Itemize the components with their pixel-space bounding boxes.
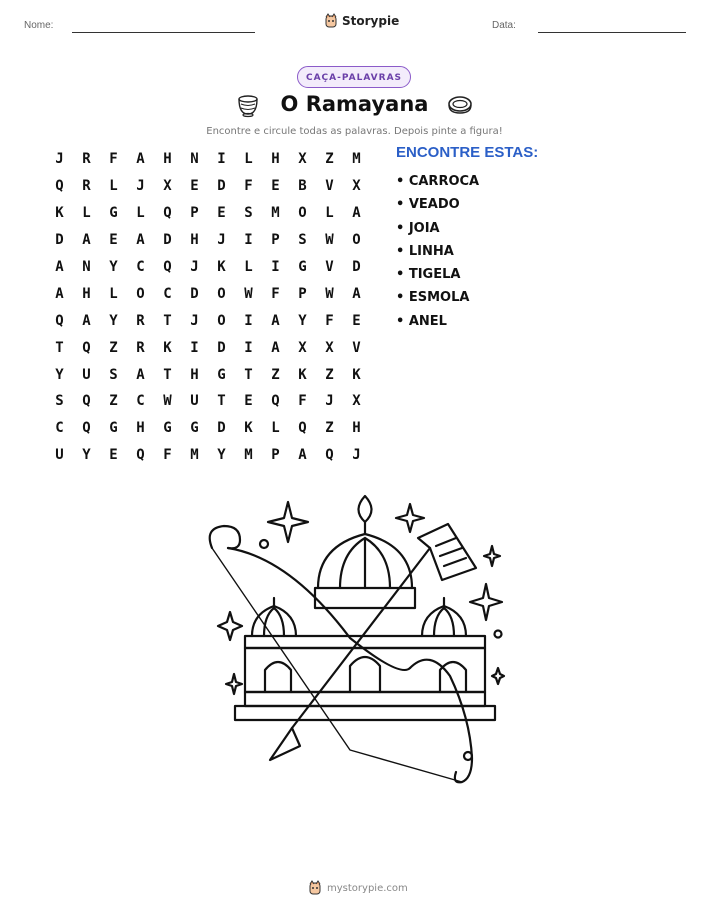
grid-cell[interactable]: H xyxy=(271,151,280,168)
grid-cell[interactable]: D xyxy=(55,232,64,249)
grid-cell[interactable]: H xyxy=(352,420,361,437)
footer-url[interactable]: mystorypie.com xyxy=(327,882,408,894)
grid-cell[interactable]: Q xyxy=(163,205,172,222)
grid-cell[interactable]: S xyxy=(109,366,118,383)
grid-cell[interactable]: S xyxy=(244,205,253,222)
temple-bow-arrow-illustration xyxy=(200,488,510,808)
brand-name: Storypie xyxy=(342,14,400,28)
grid-cell[interactable]: J xyxy=(325,393,334,410)
grid-cell[interactable]: E xyxy=(109,232,118,249)
category-badge: CAÇA-PALAVRAS xyxy=(297,66,411,88)
grid-cell[interactable]: R xyxy=(82,151,91,168)
grid-cell[interactable]: H xyxy=(190,366,199,383)
grid-cell[interactable]: W xyxy=(325,285,334,302)
grid-cell[interactable]: I xyxy=(190,339,199,356)
instructions: Encontre e circule todas as palavras. Depois pinte a figura! xyxy=(206,126,503,137)
grid-cell[interactable]: T xyxy=(163,312,172,329)
grid-cell[interactable]: Y xyxy=(55,366,64,383)
grid-cell[interactable]: J xyxy=(217,232,226,249)
grid-cell[interactable]: L xyxy=(109,285,118,302)
grid-cell[interactable]: E xyxy=(109,447,118,464)
grid-cell[interactable]: U xyxy=(190,393,199,410)
grid-cell[interactable]: M xyxy=(244,447,253,464)
grid-cell[interactable]: E xyxy=(352,312,361,329)
grid-cell[interactable]: X xyxy=(298,339,307,356)
grid-cell[interactable]: S xyxy=(298,232,307,249)
grid-cell[interactable]: C xyxy=(163,285,172,302)
grid-cell[interactable]: O xyxy=(217,285,226,302)
grid-cell[interactable]: G xyxy=(190,420,199,437)
grid-cell[interactable]: Q xyxy=(82,339,91,356)
grid-cell[interactable]: C xyxy=(136,259,145,275)
grid-cell[interactable]: L xyxy=(109,178,118,195)
grid-cell[interactable]: D xyxy=(217,178,226,195)
grid-cell[interactable]: M xyxy=(190,447,199,464)
grid-row xyxy=(46,388,370,415)
grid-cell[interactable]: Y xyxy=(109,312,118,329)
grid-cell[interactable]: F xyxy=(298,393,307,410)
grid-cell[interactable]: W xyxy=(244,285,253,302)
grid-cell[interactable]: J xyxy=(352,447,361,464)
grid-cell[interactable]: S xyxy=(55,393,64,410)
grid-cell[interactable]: K xyxy=(298,366,307,383)
grid-cell[interactable]: Q xyxy=(55,178,64,195)
grid-row xyxy=(46,173,370,200)
grid-cell[interactable]: A xyxy=(136,151,145,168)
grid-cell[interactable]: E xyxy=(190,178,199,195)
word-item: • CARROCA xyxy=(396,174,480,189)
grid-cell[interactable]: H xyxy=(190,232,199,249)
grid-cell[interactable]: P xyxy=(190,205,199,222)
grid-row xyxy=(46,146,370,173)
grid-cell[interactable]: T xyxy=(244,366,253,383)
grid-cell[interactable]: U xyxy=(55,447,64,464)
grid-cell[interactable]: Y xyxy=(298,312,307,329)
grid-cell[interactable]: O xyxy=(352,232,361,249)
grid-cell[interactable]: Q xyxy=(325,447,334,464)
grid-cell[interactable]: R xyxy=(136,339,145,356)
grid-cell[interactable]: A xyxy=(82,312,91,329)
grid-cell[interactable]: A xyxy=(55,285,64,302)
grid-cell[interactable]: Q xyxy=(271,393,280,410)
grid-cell[interactable]: I xyxy=(244,232,253,249)
grid-cell[interactable]: L xyxy=(244,151,253,168)
grid-row xyxy=(46,415,370,442)
grid-cell[interactable]: C xyxy=(55,420,64,437)
grid-cell[interactable]: L xyxy=(271,420,280,437)
grid-cell[interactable]: T xyxy=(163,366,172,383)
grid-cell[interactable]: Y xyxy=(109,259,118,275)
grid-cell[interactable]: X xyxy=(163,178,172,195)
grid-cell[interactable]: J xyxy=(136,178,145,195)
grid-cell[interactable]: X xyxy=(352,178,361,195)
grid-cell[interactable]: X xyxy=(325,339,334,356)
name-label: Nome: xyxy=(24,20,54,31)
grid-cell[interactable]: T xyxy=(217,393,226,410)
grid-row xyxy=(46,442,370,469)
grid-row xyxy=(46,254,370,281)
grid-cell[interactable]: K xyxy=(55,205,64,222)
grid-cell[interactable]: Y xyxy=(82,447,91,464)
storypie-logo-icon xyxy=(324,13,338,29)
grid-cell[interactable]: W xyxy=(325,232,334,249)
grid-cell[interactable]: Y xyxy=(217,447,226,464)
grid-cell[interactable]: A xyxy=(298,447,307,464)
grid-cell[interactable]: G xyxy=(298,259,307,275)
word-item: • LINHA xyxy=(396,243,454,259)
grid-cell[interactable]: A xyxy=(352,205,361,222)
grid-cell[interactable]: L xyxy=(325,205,334,222)
letter-grid xyxy=(46,146,370,469)
grid-cell[interactable]: D xyxy=(163,232,172,249)
grid-cell[interactable]: W xyxy=(163,393,172,410)
grid-cell[interactable]: I xyxy=(217,151,226,168)
grid-cell[interactable]: K xyxy=(352,366,361,383)
grid-cell[interactable]: A xyxy=(271,339,280,356)
grid-cell[interactable]: O xyxy=(136,285,145,302)
grid-cell[interactable]: R xyxy=(136,312,145,329)
grid-cell[interactable]: G xyxy=(109,420,118,437)
grid-cell[interactable]: E xyxy=(271,178,280,195)
grid-cell[interactable]: Z xyxy=(109,339,118,356)
page-title: O Ramayana xyxy=(280,92,429,116)
grid-cell[interactable]: D xyxy=(217,339,226,356)
grid-cell[interactable]: X xyxy=(298,151,307,168)
footer xyxy=(308,880,408,896)
grid-cell[interactable]: R xyxy=(82,178,91,195)
grid-cell[interactable]: Q xyxy=(136,447,145,464)
grid-cell[interactable]: V xyxy=(352,339,361,356)
ring-icon xyxy=(446,92,474,118)
grid-cell[interactable]: G xyxy=(109,205,118,222)
grid-cell[interactable]: C xyxy=(136,393,145,410)
word-list xyxy=(396,170,479,333)
grid-cell[interactable]: D xyxy=(217,420,226,437)
grid-cell[interactable]: M xyxy=(271,205,280,222)
storypie-logo-icon xyxy=(308,880,322,896)
grid-cell[interactable]: I xyxy=(244,339,253,356)
grid-cell[interactable]: I xyxy=(271,259,280,275)
brand xyxy=(324,13,399,29)
word-item: • ESMOLA xyxy=(396,290,470,306)
grid-cell[interactable]: K xyxy=(163,339,172,356)
grid-row xyxy=(46,334,370,361)
grid-cell[interactable]: G xyxy=(163,420,172,437)
grid-cell[interactable]: A xyxy=(55,259,64,275)
grid-cell[interactable]: Q xyxy=(82,393,91,410)
grid-cell[interactable]: F xyxy=(325,312,334,329)
grid-cell[interactable]: L xyxy=(136,205,145,222)
grid-cell[interactable]: O xyxy=(217,312,226,329)
grid-cell[interactable]: A xyxy=(352,285,361,302)
grid-cell[interactable]: J xyxy=(190,312,199,329)
grid-cell[interactable]: E xyxy=(244,393,253,410)
grid-cell[interactable]: N xyxy=(82,259,91,275)
date-line[interactable] xyxy=(538,32,686,33)
grid-cell[interactable]: V xyxy=(325,178,334,195)
grid-row xyxy=(46,200,370,227)
grid-cell[interactable]: K xyxy=(244,420,253,437)
grid-cell[interactable]: Q xyxy=(82,420,91,437)
grid-cell[interactable]: Q xyxy=(163,259,172,275)
grid-cell[interactable]: K xyxy=(217,259,226,275)
grid-cell[interactable]: M xyxy=(352,151,361,168)
grid-cell[interactable]: J xyxy=(190,259,199,275)
grid-cell[interactable]: T xyxy=(55,339,64,356)
grid-cell[interactable]: I xyxy=(244,312,253,329)
grid-cell[interactable]: Z xyxy=(325,420,334,437)
grid-cell[interactable]: H xyxy=(82,285,91,302)
date-label: Data: xyxy=(492,20,516,31)
grid-cell[interactable]: X xyxy=(352,393,361,410)
grid-cell[interactable]: A xyxy=(136,366,145,383)
name-line[interactable] xyxy=(72,32,255,33)
grid-row xyxy=(46,280,370,307)
grid-cell[interactable]: V xyxy=(325,259,334,275)
word-item: • ANEL xyxy=(396,313,447,329)
word-item: • JOIA xyxy=(396,220,440,236)
grid-cell[interactable]: L xyxy=(244,259,253,275)
word-list-title: ENCONTRE ESTAS: xyxy=(396,144,539,161)
grid-cell[interactable]: P xyxy=(271,232,280,249)
grid-cell[interactable]: G xyxy=(217,366,226,383)
grid-row xyxy=(46,227,370,254)
grid-cell[interactable]: F xyxy=(244,178,253,195)
grid-cell[interactable]: Q xyxy=(55,312,64,329)
grid-cell[interactable]: D xyxy=(190,285,199,302)
grid-cell[interactable]: Z xyxy=(109,393,118,410)
grid-cell[interactable]: P xyxy=(298,285,307,302)
grid-cell[interactable]: L xyxy=(82,205,91,222)
grid-cell[interactable]: A xyxy=(271,312,280,329)
grid-cell[interactable]: F xyxy=(271,285,280,302)
grid-row xyxy=(46,361,370,388)
grid-cell[interactable]: H xyxy=(163,151,172,168)
grid-row xyxy=(46,307,370,334)
grid-cell[interactable]: Z xyxy=(271,366,280,383)
grid-cell[interactable]: B xyxy=(298,178,307,195)
grid-cell[interactable]: F xyxy=(109,151,118,168)
grid-cell[interactable]: O xyxy=(298,205,307,222)
grid-cell[interactable]: A xyxy=(82,232,91,249)
grid-cell[interactable]: J xyxy=(55,151,64,168)
grid-cell[interactable]: Z xyxy=(325,366,334,383)
grid-cell[interactable]: Q xyxy=(298,420,307,437)
grid-cell[interactable]: N xyxy=(190,151,199,168)
grid-cell[interactable]: A xyxy=(136,232,145,249)
grid-cell[interactable]: E xyxy=(217,205,226,222)
grid-cell[interactable]: P xyxy=(271,447,280,464)
grid-cell[interactable]: H xyxy=(136,420,145,437)
grid-cell[interactable]: F xyxy=(163,447,172,464)
grid-cell[interactable]: U xyxy=(82,366,91,383)
grid-cell[interactable]: Z xyxy=(325,151,334,168)
grid-cell[interactable]: D xyxy=(352,259,361,275)
word-item: • TIGELA xyxy=(396,267,461,283)
word-item: • VEADO xyxy=(396,197,460,213)
